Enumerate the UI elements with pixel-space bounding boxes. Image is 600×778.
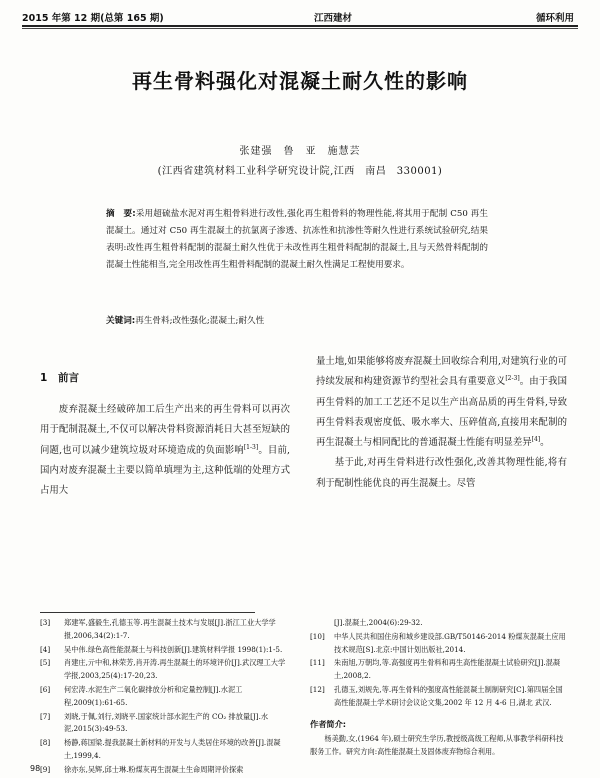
reference-item [310, 617, 568, 630]
reference-number: [10] [310, 631, 325, 641]
citation: [4] [531, 436, 541, 444]
paper-title: 再生骨料强化对混凝土耐久性的影响 [132, 69, 468, 93]
reference-number: [4] [40, 644, 51, 654]
reference-number: [7] [40, 711, 51, 721]
reference-number: [3] [40, 618, 51, 627]
section-title: 前言 [58, 372, 79, 384]
body-text: 。 [540, 437, 550, 449]
body-text: 。由于我国再生骨料的加工工艺还不足以生产出高品质的再生骨料,导致再生骨料表观密度低、吸水率大、压碎值高,直接用来配制的再生混凝土与相同配比的普通混凝土性能有明显差异 [316, 376, 567, 449]
reference-text: 孔德玉,刘规先,等.再生骨料的强度高性能混凝土制制研究[C].第四届全国高性能混凝土学术研讨会议论文集,2002 年 12 月 4-6 日,湖北 武汉. [334, 684, 563, 707]
keywords [106, 314, 488, 326]
issue-label: 2015 年第 12 期(总第 165 期) [22, 13, 164, 24]
body-paragraph: 基于此,对再生骨料进行改性强化,改善其物理性能,将有利于配制性能优良的再生混凝土。尽管 [316, 457, 567, 489]
keywords-label: 关键词: [106, 316, 136, 326]
reference-number: [11] [310, 658, 325, 668]
body-text: 。目前,国内对废弃混凝土主要以简单填埋为主,这种低端的处理方式占用大 [40, 444, 290, 497]
reference-item [40, 684, 292, 710]
reference-item [310, 631, 568, 657]
header-rule-thin [22, 28, 578, 29]
body-text: 废弃混凝土经破碎加工后生产出来的再生骨料可以再次用于配制混凝土,不仅可以解决骨料资源消耗日大甚至短缺的问题,也可以减少建筑垃圾对环境造成的负面影响 [40, 404, 290, 456]
page-number: 98 [30, 764, 41, 773]
reference-item [40, 711, 292, 737]
reference-text: 吴中伟.绿色高性能混凝土与科技创新[J].建筑材料学报 1998(1):1-5. [64, 644, 283, 654]
reference-item [40, 737, 292, 763]
reference-text: 肖建庄,亓中和,林荣芳,肖开涛.再生混凝土的环境评价[J].武汉理工大学学报,2003,25(4):17-20,23. [64, 658, 286, 681]
body-column-left [40, 370, 290, 501]
body-column-right [316, 352, 567, 494]
reference-number: [12] [310, 684, 325, 694]
reference-number: [6] [40, 684, 51, 694]
reference-text: 徐亦东,吴辉,邱士琳.粉煤灰再生混凝土生命周期评价探索 [64, 764, 244, 774]
reference-rule [40, 612, 255, 613]
reference-item [310, 657, 568, 683]
reference-list-left [40, 617, 292, 778]
citation: [1-3] [243, 443, 259, 451]
reference-item [40, 617, 292, 643]
reference-text: 朱南旭,万朝均,等.高强度再生骨料和再生高性能混凝土试验研究[J].混凝土,2008,2. [334, 658, 561, 681]
reference-item [40, 657, 292, 683]
section-number: 1 [40, 372, 48, 384]
reference-item [40, 764, 292, 777]
journal-name: 江西建材 [314, 13, 353, 24]
reference-text: 杨静,蒋国梁.提我混凝土新材料的开发与人类居住环境的改善[J].混凝土,1999,4. [64, 738, 281, 760]
body-paragraph [316, 352, 567, 453]
reference-list-right [310, 617, 568, 759]
reference-item [40, 644, 292, 657]
affiliation: (江西省建筑材料工业科学研究设计院,江西 南昌 330001) [157, 166, 443, 177]
column-name: 循环利用 [535, 13, 574, 24]
reference-number [310, 617, 334, 630]
keywords-text: 再生骨料;改性强化;混凝土;耐久性 [135, 316, 265, 326]
reference-number: [8] [40, 738, 51, 748]
reference-item [310, 684, 568, 710]
abstract-label: 摘 要: [106, 209, 136, 219]
reference-number: [5] [40, 658, 51, 668]
author-bio-heading: 作者简介: [310, 718, 347, 729]
abstract [106, 206, 488, 274]
reference-text: 刘晓,于佩,刘行,刘晓平.国家统计部水泥生产的 CO₂ 排放量[J].水泥,2015(3):49-53. [64, 711, 269, 734]
body-paragraph [40, 400, 290, 501]
body-text: 量土地,如果能够将废弃混凝土回收综合利用,对建筑行业的可持续发展和构建资源节约型社会具有重要意义 [316, 356, 567, 388]
abstract-text: 采用超硫盐水泥对再生粗骨料进行改性,强化再生粗骨料的物理性能,将其用于配制 C50 再生混凝土。通过对 C50 再生混凝土的抗氯离子渗透、抗冻性和抗渗性等耐久性进行系统试验研究,结果表明:改性再生粗骨料配制的混凝土耐久性优于未改性再生粗骨料配制的混凝土,且与天然骨料配制的混凝土性能相当,完全用改性再生粗骨料配制的混凝土耐久性满足工程使用要求。 [106, 209, 488, 270]
reference-text: [J].混凝土,2004(6):29-32. [334, 618, 423, 627]
running-header [22, 8, 578, 24]
author-bio-text: 杨美勤,女,(1964 年),硕士研究生学历,教授级高级工程师,从事教学科研科技服务工作。研究方向:高性能混凝土及固体废弃物综合利用。 [310, 734, 564, 757]
reference-text: 中华人民共和国住房和城乡建设部.GB/T50146-2014 粉煤灰混凝土应用技术规范[S].北京:中国计划出版社,2014. [334, 631, 566, 654]
reference-number: [9] [40, 764, 51, 774]
section-heading [40, 370, 290, 386]
header-rule [22, 25, 578, 27]
reference-text: 郑建军,盛毅生,孔德玉等.再生混凝土技术与发展[J].浙江工业大学学报,2006,34(2):1-7. [64, 618, 276, 640]
citation: [2-3] [505, 375, 520, 383]
author-list: 张建强 鲁 亚 施慧芸 [239, 146, 361, 157]
reference-text: 何宏涛.水泥生产二氧化碳排放分析和定量控制[J].水泥工程,2009(1):61-65. [64, 684, 243, 707]
